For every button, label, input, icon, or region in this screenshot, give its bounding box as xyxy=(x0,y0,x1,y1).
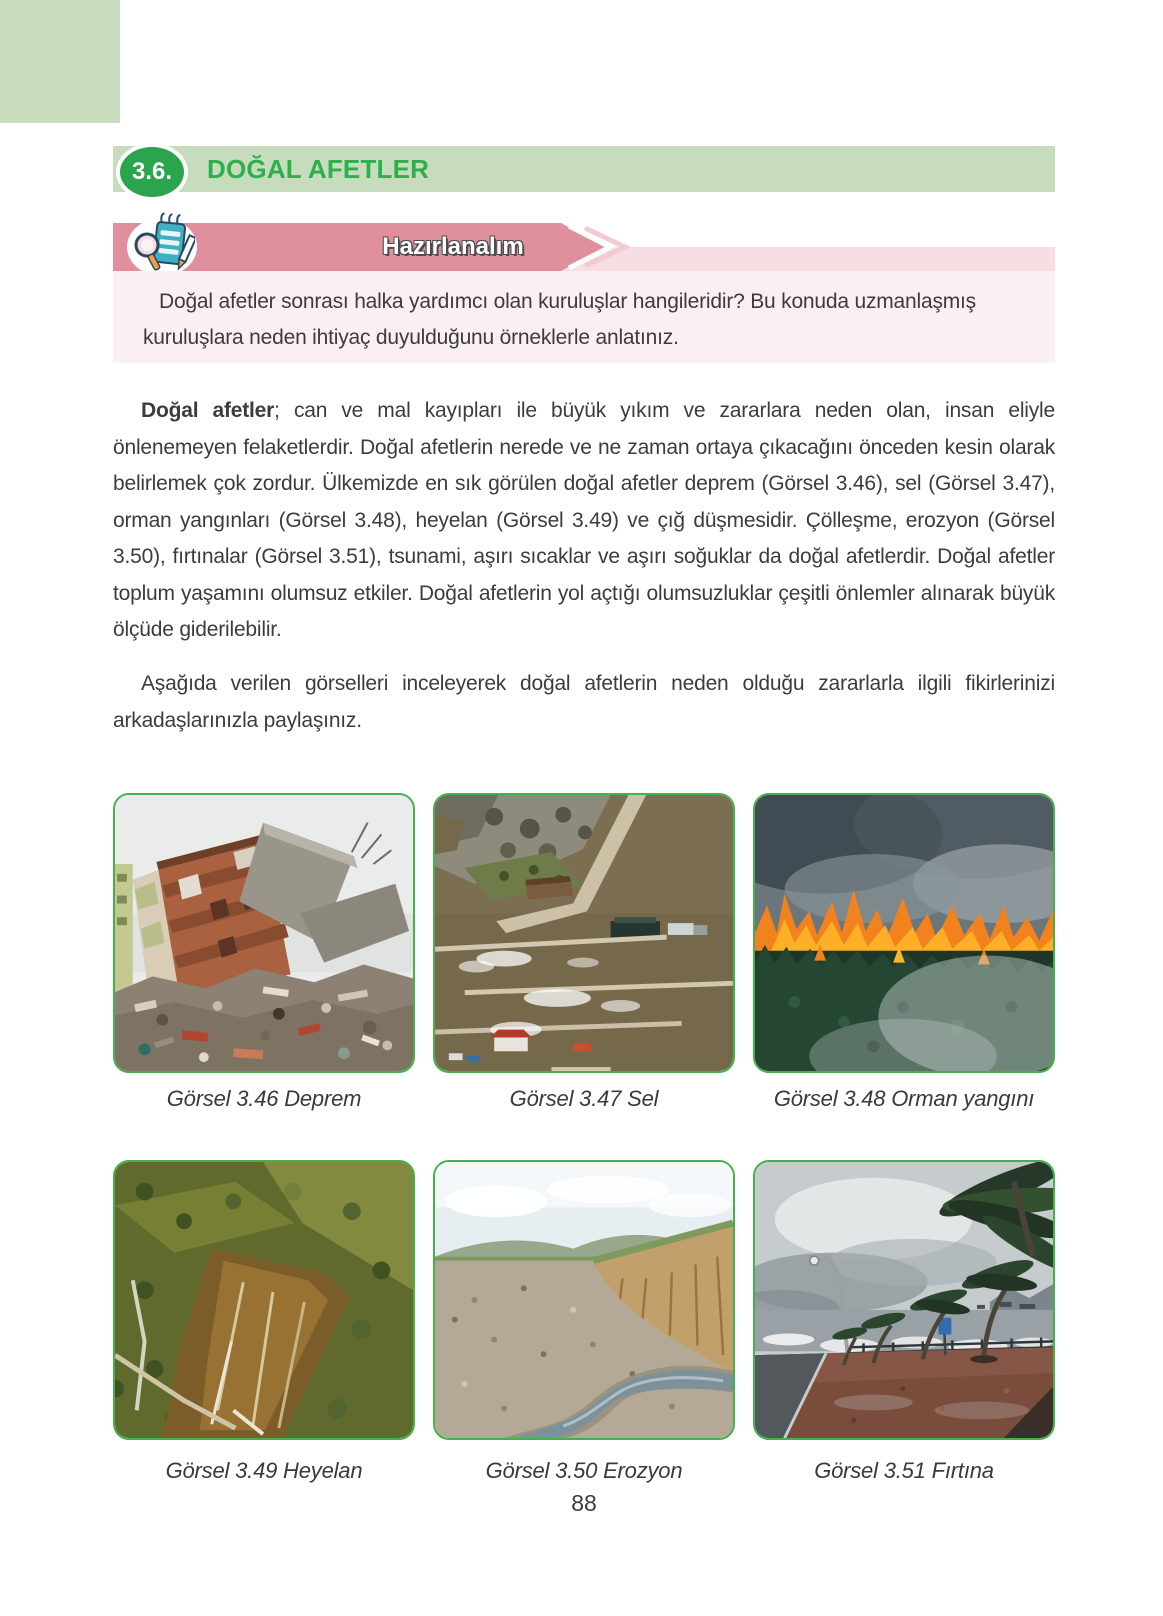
erosion-photo xyxy=(435,1162,733,1438)
intro-lead: Doğal afetler xyxy=(141,399,275,422)
figure-caption: Görsel 3.48 Orman yangını xyxy=(773,1086,1035,1111)
intro-paragraph xyxy=(113,393,1055,649)
figure-caption: Görsel 3.50 Erozyon xyxy=(485,1458,683,1483)
figure-caption: Görsel 3.49 Heyelan xyxy=(165,1458,363,1483)
figure-caption: Görsel 3.47 Sel xyxy=(509,1086,659,1111)
section-title: DOĞAL AFETLER xyxy=(207,154,430,184)
figure-storm xyxy=(753,1160,1055,1440)
prepare-question-box xyxy=(113,271,1055,363)
landslide-photo xyxy=(115,1162,413,1438)
flood-photo xyxy=(435,795,733,1071)
figure-landslide xyxy=(113,1160,415,1440)
intro-rest: ; can ve mal kayıpları ile büyük yıkım ve zararlara neden olan, insan eliyle önlenemeyen felaketlerdir. Doğal afetlerin nerede ve ne zaman ortaya çıkacağını önceden kesin olarak belirlemek çok zordur. Ülkemizde en sık görülen doğal afetler deprem (Görsel 3.46), sel (Görsel 3.47), orman yangınları (Görsel 3.48), heyelan (Görsel 3.49) ve çığ düşmesidir. Çölleşme, erozyon (Görsel 3.50), fırtınalar (Görsel 3.51), tsunami, aşırı sıcaklar ve aşırı soğuklar da doğal afetlerdir. Doğal afetler toplum yaşamını olumsuz etkiler. Doğal afetlerin yol açtığı olumsuzluklar çeşitli önlemler alınarak büyük ölçüde giderilebilir. xyxy=(113,399,1055,641)
figure-earthquake xyxy=(113,793,415,1073)
earthquake-photo xyxy=(115,795,413,1071)
prepare-question-text: Doğal afetler sonrası halka yardımcı olan kuruluşlar hangileridir? Bu konuda uzmanlaşmış kuruluşlara neden ihtiyaç duyulduğunu örneklerle anlatınız. xyxy=(143,290,976,349)
page-number: 88 xyxy=(571,1490,597,1516)
storm-photo xyxy=(755,1162,1053,1438)
figure-caption: Görsel 3.51 Fırtına xyxy=(814,1458,994,1483)
section-header-bar xyxy=(113,146,1055,192)
second-paragraph: Aşağıda verilen görselleri inceleyerek doğal afetlerin neden olduğu zararlarla ilgili fikirlerinizi arkadaşlarınızla paylaşınız. xyxy=(113,672,1055,732)
figure-erosion xyxy=(433,1160,735,1440)
figure-forest-fire xyxy=(753,793,1055,1073)
magnifier-notepad-icon xyxy=(129,207,195,281)
figure-caption: Görsel 3.46 Deprem xyxy=(166,1086,362,1111)
figure-flood xyxy=(433,793,735,1073)
section-number: 3.6. xyxy=(131,158,173,185)
section-number-badge xyxy=(116,143,188,201)
prepare-banner xyxy=(113,223,1055,271)
corner-decoration xyxy=(0,0,120,123)
forest-fire-photo xyxy=(755,795,1053,1071)
prepare-banner-label: Hazırlanalım xyxy=(382,233,524,260)
